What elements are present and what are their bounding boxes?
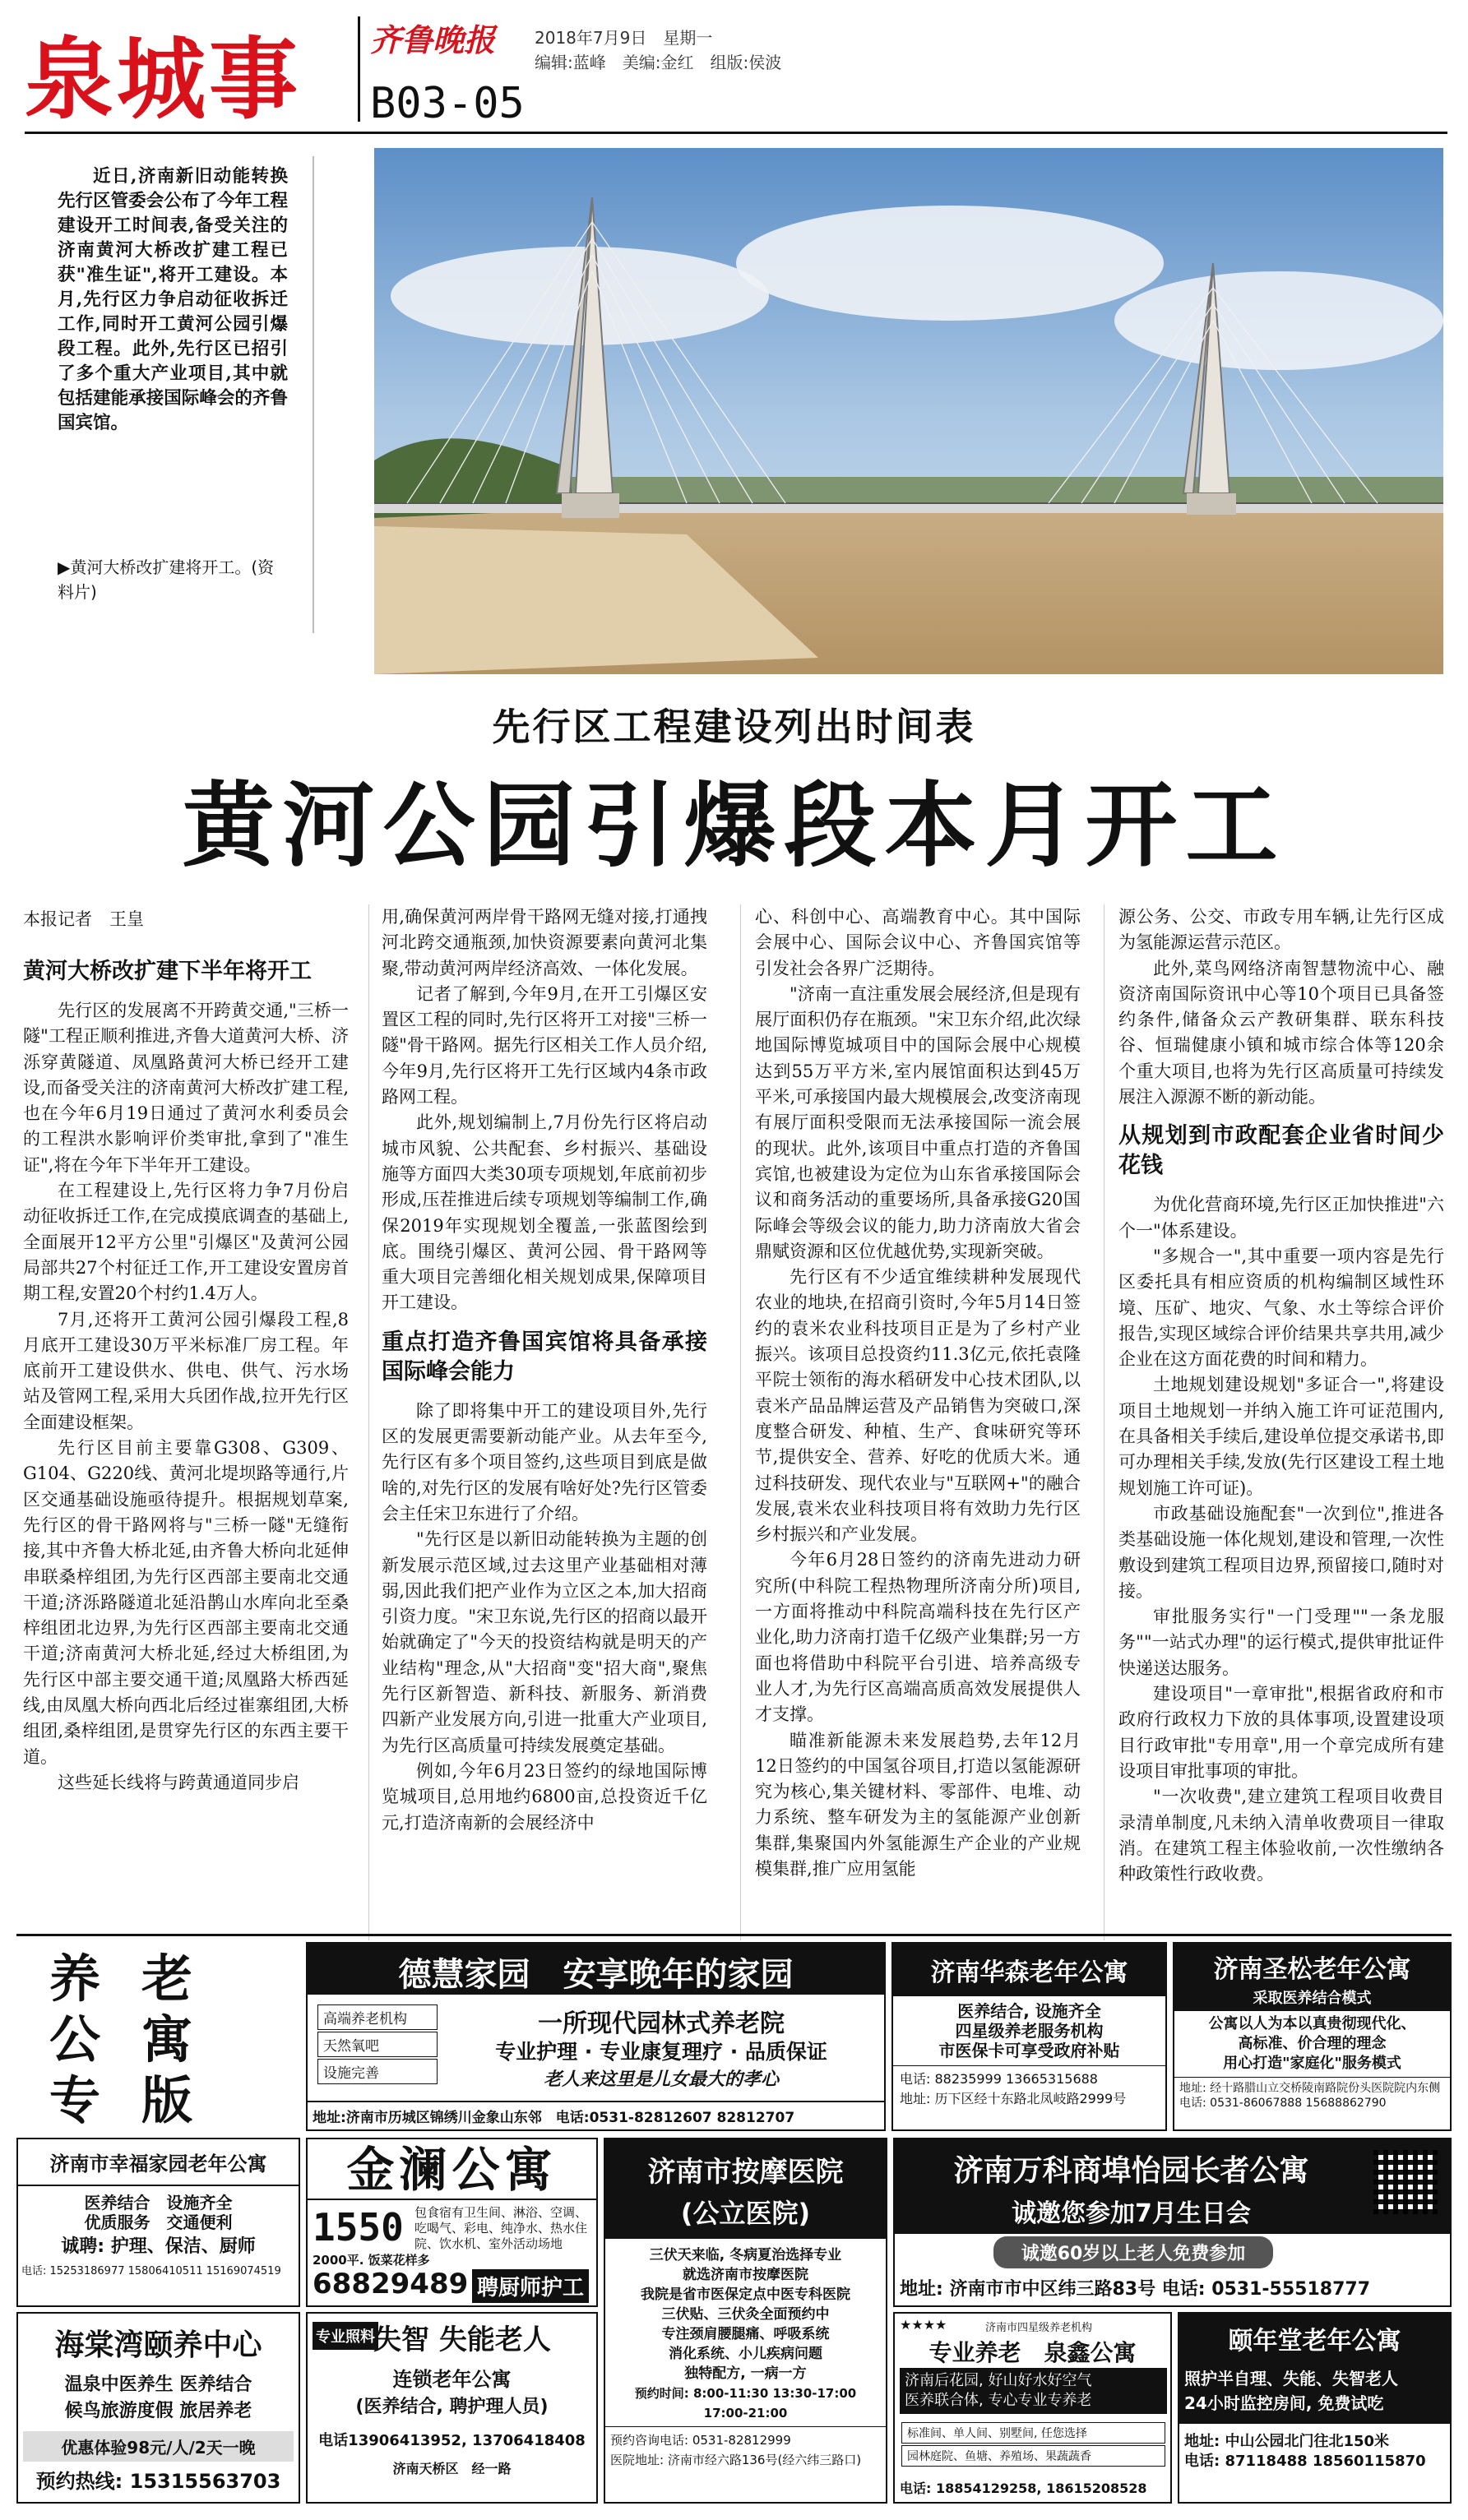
ad-yinian-addr: 地址: 中山公园北门往北150米 [1184,2433,1390,2450]
ad-anmo-line: 三伏天来临, 冬病夏治选择专业 [649,2247,842,2263]
paragraph: 建设项目"一章审批",根据省政府和市政府行政权力下放的具体事项,设置建设项目行政审批"专用章",用一个章完成所有建设项目审批事项的审批。 [1118,1684,1444,1781]
ad-wanke-sub: 诚邀您参加7月生日会 [895,2193,1450,2234]
paragraph: 今年6月28日签约的济南先进动力研究所(中科院工程热物理所济南分所)项目,一方面将推动中科院高端科技在先行区产业化,助力济南打造千亿级产业集群;另一方面也将借助中科院平台引进、培养高级专业人才,为先行区高端高质高效发展提供人才支撑。 [755,1550,1081,1725]
ad-anmo-line: 三伏贴、三伏灸全面预约中 [661,2306,830,2323]
ad-quanxin-tags [900,2421,1167,2468]
ad-anmo-addr: 医院地址: 济南市经六路136号(经六纬三路口) [610,2453,862,2467]
ad-banner [16,1942,300,2131]
paragraph: 用,确保黄河两岸骨干路网无缝对接,打通拽河北跨交通瓶颈,加快资源要素向黄河北集聚,带动黄河两岸经济高效、一体化发展。 [382,907,707,978]
ad-shengsong-line: 用心打造"家庭化"服务模式 [1223,2055,1401,2072]
ad-shengsong [1173,1942,1452,2131]
paragraph: 审批服务实行"一门受理""一条龙服务""一站式办理"的运行模式,提供审批证件快递送达服务。 [1118,1607,1444,1678]
column-divider [368,904,369,1940]
ad-shengsong-line: 公寓以人为本以真贵彻现代化、 [1208,2015,1416,2032]
paragraph: 例如,今年6月23日签约的绿地国际博览城项目,总用地约6800亩,总投资近千亿元,打造济南新的会展经济中 [382,1760,707,1833]
ad-jinlan-tel: 68829489 [313,2268,469,2300]
ad-xingfu-hire: 诚聘: 护理、保洁、厨师 [61,2236,256,2257]
paragraph: "一次收费",建立建筑工程项目收费目录清单制度,凡未纳入清单收费项目一律取消。在建筑工程主体验收前,一次性缴纳各种政策性行政收费。 [1118,1787,1444,1884]
issue-date: 2018年7月9日 星期一 [535,28,713,48]
ad-haiwan-offer: 优惠体验98元/人/2天一晚 [23,2431,294,2462]
newspaper-name: 齐鲁晚报 [370,21,496,58]
ad-anmo-sub: (公立医院) [605,2189,886,2239]
ad-huasen-tel: 电话: 88235999 13665315688 [893,2065,1165,2089]
article-column-3 [755,904,1081,1882]
ad-anmo-line: 17:00-21:00 [703,2406,788,2421]
paragraph: 记者了解到,今年9月,在开工引爆区安置区工程的同时,先行区将开工对接"三桥一隧"骨干路网。据先行区相关工作人员介绍,今年9月,先行区将开工先行区域内4条市政路网工程。 [382,983,707,1107]
ad-huasen-title: 济南华森老年公寓 [893,1944,1165,1996]
ad-shengsong-sub: 采取医养结合模式 [1174,1986,1450,2011]
reporter-byline: 本报记者 王皇 [23,909,144,929]
ad-wanke-title: 济南万科商埠怡园长者公寓 [895,2139,1450,2193]
ad-wanke-addr: 地址: 济南市市中区纬三路83号 电话: 0531-55518777 [900,2279,1371,2300]
ad-jinlan-price: 1550 [313,2205,404,2250]
masthead [25,8,1447,132]
ad-yinian [1178,2312,1452,2504]
ad-anmo-line: 独特配方, 一病一方 [684,2365,807,2382]
ad-banner-title: 养老公寓专版 [49,1949,234,2130]
ad-shizhi-sub2: (医养结合, 聘护理人员) [355,2397,549,2417]
paragraph: 先行区目前主要靠G308、G309、G104、G220线、黄河北堤坝路等通行,片区交通基础设施亟待提升。根据规划草案,先行区的骨干路网将与"三桥一隧"无缝衔接,其中齐鲁大桥北延,由齐鲁大桥向北延伸串联桑梓组团,为先行区西部主要南北交通干道;济泺路隧道北延沿鹊山水库向北至桑梓组团北边界,为先行区西部主要南北交通干道;济南黄河大桥北延,经过大桥组团,为先行区中部主要交通干道;凤凰路大桥西延线,由凤凰大桥向西北后经过崔寨组团,大桥组团,桑梓组团,是贯穿先行区的东西主要干道。 [23,1438,349,1767]
paragraph: "济南一直注重发展会展经济,但是现有展厅面积仍存在瓶颈。"宋卫东介绍,此次绿地国际博览城项目中的国际会展中心规模达到55万平方米,室内展馆面积达到45万平米,可承接国内最大规模展会,改变济南现有展厅面积受限而无法承接国际一流会展的现状。此外,该项目中重点打造的齐鲁国宾馆,也被建设为定位为山东省承接国际会议和商务活动的重要场所,具备承接G20国际峰会等级会议的能力,助力济南放大省会鼎赋资源和区位优越优势,实现新突破。 [755,983,1081,1261]
ad-jinlan-desc: 包食宿有卫生间、淋浴、空调、吃喝气、彩电、纯净水、热水住院、饮水机、室外活动场地 [414,2205,588,2251]
ad-yinian-line: 照护半自理、失能、失智老人 [1184,2369,1398,2388]
ad-huasen-line: 医养结合, 设施齐全 [957,2001,1101,2021]
paragraph: 心、科创中心、高端教育中心。其中国际会展中心、国际会议中心、齐鲁国宾馆等引发社会各界广泛期待。 [755,907,1081,978]
ad-anmo-line: 预约时间: 8:00-11:30 13:30-17:00 [634,2386,857,2401]
ad-xingfu-title: 济南市幸福家园老年公寓 [18,2139,299,2186]
ad-yinian-line: 24小时监控房间, 免费试吃 [1184,2393,1384,2413]
ad-xingfu-line: 优质服务 交通便利 [84,2213,233,2232]
ad-quanxin [893,2312,1172,2504]
ad-yinian-title: 颐年堂老年公寓 [1179,2314,1450,2363]
ad-wanke [893,2138,1452,2307]
ad-huide-line: 专业护理 · 专业康复理疗 · 品质保证 [495,2040,827,2064]
masthead-divider [358,16,360,122]
ad-quanxin-tel: 电话: 18854129258, 18615208528 [900,2481,1147,2496]
ad-haiwan-line: 温泉中医养生 医养结合 [64,2374,252,2395]
photo-caption: ▶黄河大桥改扩建将开工。(资料片) [58,557,275,602]
lead-divider [313,156,314,633]
paragraph: "先行区是以新旧动能转换为主题的创新发展示范区域,过去这里产业基础相对薄弱,因此我们把产业作为立区之本,加大招商引资力度。"宋卫东说,先行区的招商以最开始就确定了"今天的投资结构就是明天的产业结构"理念,从"大招商"变"招大商",聚焦先行区新智造、新科技、新服务、新消费四新产业发展方向,引进一批重大产业项目,为先行区高质量可持续发展奠定基础。 [382,1529,707,1755]
ad-quanxin-line: 医养联合体, 专心专业专养老 [905,2392,1092,2409]
paragraph: 市政基础设施配套"一次到位",推进各类基础设施一体化规划,建设和管理,一次性敷设到建筑工程项目边界,预留接口,随时对接。 [1118,1503,1444,1601]
paragraph: 土地规划建设规划"多证合一",将建设项目土地规划一并纳入施工许可证范围内,在具备相关手续后,建设单位提交承诺书,即可办理相关手续,发放(先行区建设工程土地规划施工许可证)。 [1118,1375,1444,1498]
ad-quanxin-stars: ★★★★ [900,2317,947,2333]
article-column-2 [382,904,707,1836]
editors-credit: 编辑:蓝峰 美编:金红 组版:侯波 [535,53,782,72]
page-number: B03-05 [370,79,525,128]
article-column-4 [1118,904,1444,1887]
ad-anmo [604,2138,887,2504]
column-divider [740,904,741,1940]
ad-quanxin-line: 济南后花园, 好山好水好空气 [905,2372,1092,2389]
lead-paragraph: 近日,济南新旧动能转换先行区管委会公布了今年工程建设开工时间表,备受关注的济南黄河大桥改扩建工程已获"准生证",将开工建设。本月,先行区力争启动征收拆迁工作,同时开工黄河公园引爆段工程。此外,先行区已招引了多个重大产业项目,其中就包括建能承接国际峰会的齐鲁国宾馆。 [58,166,288,433]
ad-anmo-tel: 预约咨询电话: 0531-82812999 [605,2426,886,2450]
ad-jinlan [306,2138,598,2307]
ad-shengsong-tel: 电话: 0531-86067888 15688862790 [1179,2097,1387,2110]
ad-huide-addr: 地址:济南市历城区锦绣川金象山东邻 电话:0531-82812607 82812707 [308,2101,884,2129]
ad-jinlan-addr: 2000平. 饭菜花样多 [313,2253,430,2268]
paragraph: 为优化营商环境,先行区正加快推进"六个一"体系建设。 [1118,1195,1444,1241]
tag: 高端养老机构 [317,2004,438,2030]
ad-xingfu-tel: 电话: 15253186977 15806410511 15169074519 [21,2265,281,2277]
ad-xingfu [16,2138,300,2307]
subheading-planning: 从规划到市政配套企业省时间少花钱 [1118,1123,1444,1179]
tag: 园林庭院、鱼塘、养殖场、果蔬蔬香 [901,2445,1165,2467]
ad-shizhi-title: 失智 失能老人 [373,2323,551,2356]
ad-jinlan-title: 金澜公寓 [308,2139,596,2200]
ad-haiwan-tel: 预约热线: 15315563703 [35,2470,281,2493]
masthead-rule [25,132,1447,134]
paragraph: 这些延长线将与跨黄通道同步启 [58,1772,299,1792]
qr-code-icon [1371,2148,1440,2217]
ad-huide [306,1942,886,2131]
ad-quanxin-note: 济南市四星级养老机构 [985,2322,1093,2334]
ads-section-rule [16,1934,1452,1936]
ad-shizhi [306,2312,598,2504]
ad-yinian-tel: 电话: 87118488 18560115870 [1184,2453,1426,2470]
paragraph: 除了即将集中开工的建设项目外,先行区的发展更需要新动能产业。从去年至今,先行区有多个项目签约,这些项目到底是做啥的,对先行区的发展有啥好处?先行区管委会主任宋卫东进行了介绍。 [382,1400,707,1524]
ad-anmo-title: 济南市按摩医院 [605,2139,886,2189]
ad-shengsong-title: 济南圣松老年公寓 [1174,1944,1450,1986]
ad-shizhi-sub: 连锁老年公寓 [392,2368,512,2391]
ad-shizhi-addr: 济南天桥区 经一路 [392,2461,512,2476]
ad-anmo-line: 消化系统、小儿疾病问题 [669,2346,822,2362]
ad-xingfu-line: 医养结合 设施齐全 [84,2193,233,2213]
ad-huide-title: 德慧家园 安享晚年的家园 [308,1944,884,1995]
ad-huide-tags [316,2003,439,2086]
ad-anmo-line: 就选济南市按摩医院 [683,2267,808,2283]
tag: 设施完善 [317,2059,438,2084]
ad-huide-sub: 一所现代园林式养老院 [538,2009,785,2038]
paragraph: "多规合一",其中重要一项内容是先行区委托具有相应资质的机构编制区域性环境、压矿、地灾、气象、水土等综合评价报告,实现区域综合评价结果共享共用,减少企业在这方面花费的时间和精力。 [1118,1246,1444,1370]
section-title: 泉城事 [25,28,302,132]
ad-huide-slogan: 老人来这里是儿女最大的孝心 [543,2069,779,2090]
article-column-1 [23,946,349,1796]
bridge-illustration [374,148,1443,674]
ad-huasen-addr: 地址: 历下区经十东路北凤岐路2999号 [900,2091,1127,2106]
tag: 天然氧吧 [317,2032,438,2057]
paragraph: 此外,菜鸟网络济南智慧物流中心、融资济南国际资讯中心等10个项目已具备签约条件,储备众云产教研集群、联东科技谷、恒瑞健康小镇和城市综合体等120余个重大项目,也将为先行区高质量可持续发展注入源源不断的新动能。 [1118,958,1444,1107]
ad-anmo-line: 专注颈肩腰腿痛、呼吸系统 [661,2326,830,2342]
headline-main: 黄河公园引爆段本月开工 [182,773,1286,880]
ad-shizhi-tel: 电话13906413952, 13706418408 [318,2432,586,2449]
tag: 标准间、单人间、别墅间, 任您选择 [901,2422,1165,2444]
ad-haiwan-title: 海棠湾颐养中心 [54,2328,262,2362]
subheading-guesthouse: 重点打造齐鲁国宾馆将具备承接国际峰会能力 [382,1329,707,1385]
ad-jinlan-hire: 聘厨师护工 [472,2269,589,2303]
bridge-photo [374,148,1443,674]
paragraph: 源公务、公交、市政专用车辆,让先行区成为氢能源运营示范区。 [1118,907,1444,953]
paragraph: 瞄准新能源未来发展趋势,去年12月12日签约的中国氢谷项目,打造以氢能源研究为核心,集关键材料、零部件、电堆、动力系统、整车研发为主的氢能源产业创新集群,集聚国内外氢能源生产企业的产业规模集群,推广应用氢能 [755,1730,1081,1879]
ad-yinian-lines [1179,2363,1450,2424]
subheading-bridge: 黄河大桥改扩建下半年将开工 [23,959,312,984]
paragraph: 此外,规划编制上,7月份先行区将启动城市风貌、公共配套、乡村振兴、基础设施等方面四大类30项专项规划,年底前初步形成,压茬推进后续专项规划等编制工作,确保2019年实现规划全覆盖,一张蓝图绘到底。围绕引爆区、黄河公园、骨干路网等重大项目完善细化相关规划成果,保障项目开工建设。 [382,1112,707,1313]
ad-haiwan-line: 候鸟旅游度假 旅居养老 [64,2401,252,2421]
ad-huasen [891,1942,1167,2131]
ad-quanxin-title: 专业养老 泉鑫公寓 [928,2339,1137,2366]
ad-haiwan [16,2312,300,2504]
headline-sub: 先行区工程建设列出时间表 [492,705,976,749]
ad-quanxin-lines [900,2368,1167,2414]
ad-wanke-badge: 诚邀60岁以上老人免费参加 [993,2236,1273,2268]
ad-huasen-line: 市医保卡可享受政府补贴 [938,2041,1120,2060]
paragraph: 在工程建设上,先行区将力争7月份启动征收拆迁工作,在完成摸底调查的基础上,全面展开12平方公里"引爆区"及黄河公园局部共27个村征迁工作,开工建设安置房首期工程,安置20个村约1.4万人。 [23,1181,349,1304]
ad-anmo-line: 我院是省市医保定点中医专科医院 [641,2286,850,2303]
ad-huasen-line: 四星级养老服务机构 [955,2021,1104,2041]
ad-shizhi-badge: 专业照料 [313,2322,378,2350]
paragraph: 7月,还将开工黄河公园引爆段工程,8月底开工建设30万平米标准厂房工程。年底前开工建设供水、供电、供气、污水场站及管网工程,采用大兵团作战,拉开先行区全面建设框架。 [23,1309,349,1432]
ad-shengsong-line: 高标准、价合理的理念 [1238,2035,1387,2052]
paragraph: 先行区的发展离不开跨黄交通,"三桥一隧"工程正顺利推进,齐鲁大道黄河大桥、济泺穿黄隧道、凤凰路黄河大桥已经开工建设,而备受关注的济南黄河大桥改扩建工程,也在今年6月19日通过了黄河水利委员会的工程洪水影响评价类审批,拿到了"准生证",将在今年下半年开工建设。 [23,1001,349,1175]
paragraph: 先行区有不少适宜维续耕种发展现代农业的地块,在招商引资时,今年5月14日签约的袁米农业科技项目正是为了乡村产业振兴。该项目总投资约11.3亿元,依托袁隆平院士领衔的海水稻研发中心技术团队,以袁米产品品牌运营及产品销售为突破口,深度整合研发、种植、生产、食味研究等环节,提供安全、营养、好吃的优质大米。通过科技研发、现代农业与"互联网+"的融合发展,袁米农业科技项目将有效助力先行区乡村振兴和产业发展。 [755,1267,1081,1545]
ad-shengsong-addr: 地址: 经十路腊山立交桥陵南路院份头医院院内东侧 [1174,2077,1450,2096]
